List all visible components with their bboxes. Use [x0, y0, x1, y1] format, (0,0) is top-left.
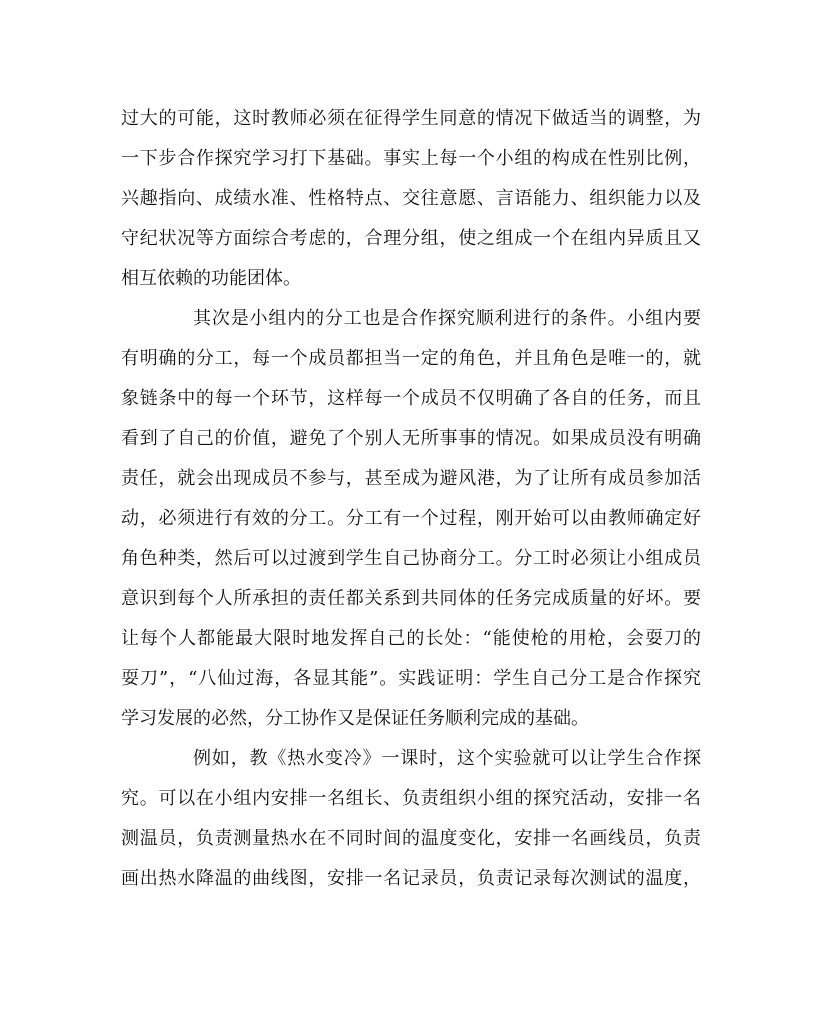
text-line: 测温员，负责测量热水在不同时间的温度变化，安排一名画线员，负责 [121, 828, 701, 849]
text-line: 画出热水降温的曲线图，安排一名记录员，负责记录每次测试的温度， [121, 868, 701, 889]
text-line: 守纪状况等方面综合考虑的，合理分组，使之组成一个在组内异质且又 [121, 228, 701, 249]
text-line: 角色种类，然后可以过渡到学生自己协商分工。分工时必须让小组成员 [121, 548, 701, 569]
document-body [121, 99, 701, 899]
text-line: 兴趣指向、成绩水准、性格特点、交往意愿、言语能力、组织能力以及 [121, 188, 701, 209]
text-line: 有明确的分工，每一个成员都担当一定的角色，并且角色是唯一的，就 [121, 348, 701, 369]
text-line: 意识到每个人所承担的责任都关系到共同体的任务完成质量的好坏。要 [121, 588, 701, 609]
text-line: 相互依赖的功能团体。 [121, 268, 301, 289]
text-line: 一下步合作探究学习打下基础。事实上每一个小组的构成在性别比例， [121, 148, 701, 169]
paragraph-3 [121, 739, 701, 899]
text-line: 看到了自己的价值，避免了个别人无所事事的情况。如果成员没有明确 [121, 428, 701, 449]
text-line: 象链条中的每一个环节，这样每一个成员不仅明确了各自的任务，而且 [121, 388, 701, 409]
text-line: 例如，教《热水变冷》一课时，这个实验就可以让学生合作探 [193, 748, 701, 769]
text-line: 其次是小组内的分工也是合作探究顺利进行的条件。小组内要 [193, 308, 701, 329]
text-line: 过大的可能，这时教师必须在征得学生同意的情况下做适当的调整，为 [121, 108, 701, 129]
paragraph-2 [121, 299, 701, 739]
text-line: 学习发展的必然，分工协作又是保证任务顺利完成的基础。 [121, 708, 589, 729]
text-line: 责任，就会出现成员不参与，甚至成为避风港，为了让所有成员参加活 [121, 468, 701, 489]
text-line: 耍刀”，“八仙过海，各显其能”。实践证明：学生自己分工是合作探究 [121, 668, 701, 689]
text-line: 让每个人都能最大限时地发挥自己的长处：“能使枪的用枪，会耍刀的 [121, 628, 701, 649]
text-line: 动，必须进行有效的分工。分工有一个过程，刚开始可以由教师确定好 [121, 508, 701, 529]
paragraph-1 [121, 99, 701, 299]
text-line: 究。可以在小组内安排一名组长、负责组织小组的探究活动，安排一名 [121, 788, 701, 809]
